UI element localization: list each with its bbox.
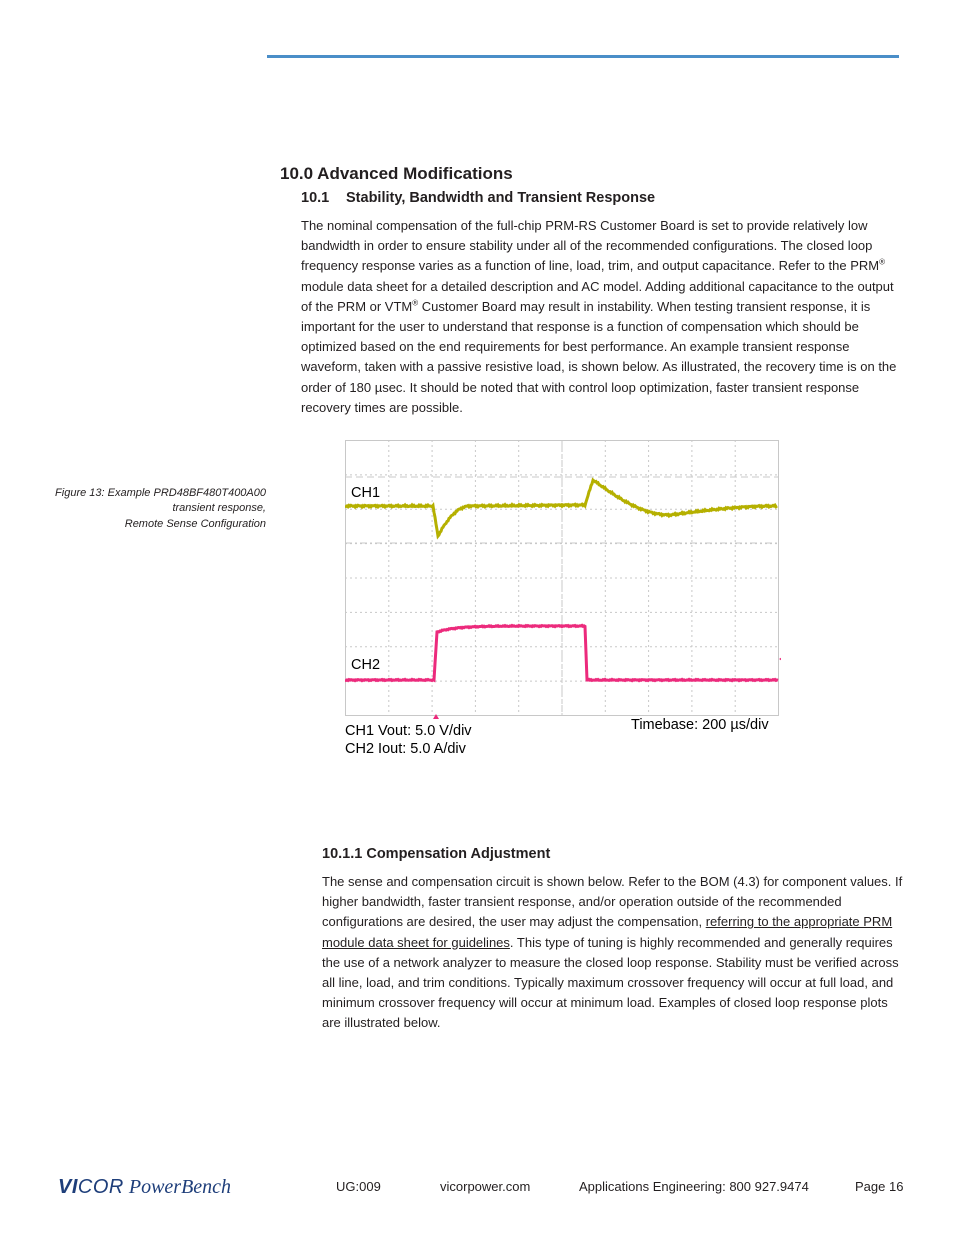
registered-mark: ®: [879, 258, 885, 268]
ch2-label: CH2: [351, 657, 381, 673]
doc-id: UG:009: [336, 1179, 381, 1194]
subsection-title: Stability, Bandwidth and Transient Response: [346, 190, 656, 206]
timebase-label: Timebase: 200 µs/div: [631, 717, 769, 733]
phone-number: Applications Engineering: 800 927.9474: [579, 1179, 809, 1194]
ch2-level-marker: [779, 656, 781, 662]
logo-product: PowerBench: [123, 1176, 232, 1198]
para1-text-a: The nominal compensation of the full-chip PRM-RS Customer Board is set to provide relatively low bandwidth in order to ensure stability under all of the recommended configurations. The closed loop frequency response varies as a function of line, load, trim, and output capacitance. Refer to the PRM: [301, 218, 880, 274]
transient-response-paragraph: [301, 216, 904, 418]
logo-cor: COR: [77, 1176, 124, 1198]
subsection-heading: [301, 190, 655, 206]
figure-caption: [40, 486, 266, 532]
datasheet-link[interactable]: referring to the appropriate PRM module data sheet for guidelines: [322, 914, 893, 950]
header-rule: [267, 55, 899, 58]
para1-text-c: Customer Board may result in instability. When testing transient response, it is important for the user to understand that response is a function of compensation which should be optimized based on the end requirements for best performance. An example transient response waveform, taken with a passive resistive load, is shown below. As illustrated, the recovery time is on the order of 180 µsec. It should be noted that with control loop optimization, faster transient response recovery times are possible.: [301, 298, 897, 415]
para2-text-a: The sense and compensation circuit is shown below. Refer to the BOM (4.3) for component values. If higher bandwidth, faster transient response, and/or operation outside of the recommended configurations are desired, the user may adjust the compensation,: [322, 874, 903, 930]
oscilloscope-capture: [345, 440, 781, 720]
subsection-number: 10.1: [301, 190, 330, 206]
registered-mark: ®: [412, 298, 419, 308]
caption-line: Remote Sense Configuration: [124, 517, 266, 530]
section-heading: 10.0 Advanced Modifications: [280, 164, 513, 183]
ch1-scale-label: CH1 Vout: 5.0 V/div: [345, 723, 472, 739]
ch2-scale-label: CH2 Iout: 5.0 A/div: [345, 741, 466, 757]
subsubsection-heading: 10.1.1 Compensation Adjustment: [322, 846, 551, 862]
caption-line: Figure 13: Example PRD48BF480T400A00: [55, 487, 266, 499]
vicor-powerbench-logo: [58, 1176, 231, 1199]
ch1-label: CH1: [351, 485, 381, 501]
logo-vi: VI: [58, 1176, 78, 1198]
page-number: Page 16: [855, 1179, 904, 1194]
para2-text-b: . This type of tuning is highly recommended and generally requires the use of a network analyzer to measure the closed loop response. Stability must be verified across all line, load, and trim conditions. Typically maximum crossover frequency will occur at full load, and minimum crossover frequency will occur at minimum load. Examples of closed loop response plots are illustrated below.: [322, 934, 899, 1031]
caption-line: transient response,: [172, 502, 266, 515]
para1-text-b: module data sheet for a detailed description and AC model. Adding additional capacitance to the output of the PRM or VTM: [301, 278, 894, 314]
compensation-paragraph: [322, 872, 904, 1034]
website[interactable]: vicorpower.com: [440, 1179, 531, 1194]
